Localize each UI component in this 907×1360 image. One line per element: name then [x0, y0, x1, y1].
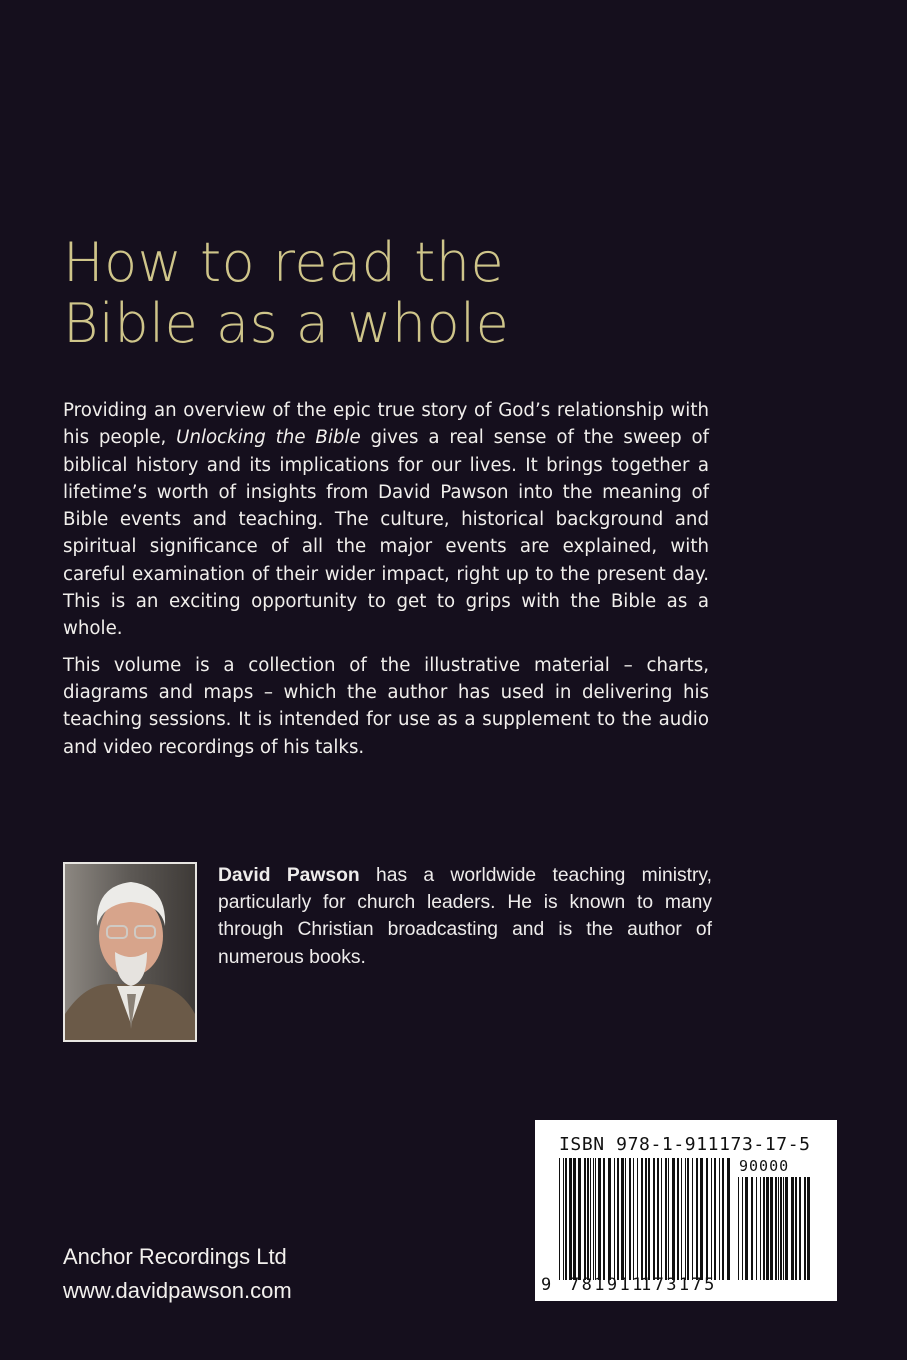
ean-bars	[559, 1158, 730, 1280]
barcode-bar	[687, 1158, 689, 1280]
barcode-bar	[745, 1177, 748, 1280]
barcode-bar	[727, 1158, 730, 1280]
barcode-bar	[696, 1158, 698, 1280]
barcode-bar	[565, 1158, 567, 1280]
author-photo	[63, 862, 197, 1042]
barcode-bar	[738, 1177, 739, 1280]
barcode-bar	[645, 1158, 647, 1280]
barcode-bar	[770, 1177, 773, 1280]
publisher-block	[63, 1240, 292, 1308]
isbn-label: ISBN 978-1-911173-17-5	[559, 1134, 811, 1155]
barcode-bar	[785, 1177, 788, 1280]
price-code: 90000	[739, 1157, 790, 1175]
barcode-bar	[780, 1177, 782, 1280]
publisher-name: Anchor Recordings Ltd	[63, 1244, 287, 1269]
barcode-bar	[804, 1177, 806, 1280]
barcode-bar	[657, 1158, 659, 1280]
barcode-bar	[791, 1177, 794, 1280]
barcode-bar	[766, 1177, 769, 1280]
barcode-bar	[672, 1158, 675, 1280]
barcode-bar	[692, 1158, 693, 1280]
ean-left-group: 781911	[569, 1275, 645, 1295]
barcode-bar	[595, 1158, 596, 1280]
blurb	[63, 397, 709, 770]
headline-line-2: Bible as a whole	[63, 292, 510, 355]
barcode-bar	[807, 1177, 810, 1280]
barcode-bar	[665, 1158, 667, 1280]
barcode-bar	[653, 1158, 655, 1280]
barcode-bar	[629, 1158, 631, 1280]
barcode-bar	[685, 1158, 686, 1280]
barcode-bar	[714, 1158, 716, 1280]
barcode-bar	[559, 1158, 560, 1280]
barcode-bar	[700, 1158, 703, 1280]
addon-bars	[738, 1177, 810, 1280]
ean-right-group: 173175	[641, 1275, 717, 1295]
barcode-bar	[711, 1158, 712, 1280]
barcode-bar	[778, 1177, 779, 1280]
barcode-bar	[584, 1158, 586, 1280]
barcode-bar	[681, 1158, 682, 1280]
barcode-bar	[617, 1158, 619, 1280]
barcode-bar	[668, 1158, 669, 1280]
author-name: David Pawson	[218, 865, 360, 886]
barcode-bar	[760, 1177, 761, 1280]
headline-line-1: How to read the	[63, 231, 505, 294]
barcode-bar	[677, 1158, 679, 1280]
barcode-bar	[598, 1158, 601, 1280]
author-portrait-image	[65, 864, 195, 1040]
isbn-barcode	[535, 1120, 837, 1301]
author-bio	[218, 862, 712, 971]
ean-first-digit: 9	[541, 1275, 552, 1295]
blurb-p1-start: Providing an overview of the epic true story of God’s relationship with his people,	[63, 400, 709, 449]
barcode-bar	[637, 1158, 638, 1280]
barcode-bar	[783, 1177, 784, 1280]
barcode-bar	[625, 1158, 626, 1280]
blurb-paragraph-1	[63, 397, 709, 643]
barcode-bar	[775, 1177, 777, 1280]
blurb-p1-end: gives a real sense of the sweep of biblical history and its implications for our lives. It brings together a lifetime’s worth of insights from David Pawson into the meaning of Bible events and teaching. The culture, historical background and spiritual significance of all the major events are explained, with careful examination of their wider impact, right up to the present day. This is an exciting opportunity to get to grips with the Bible as a whole.	[63, 427, 709, 640]
barcode-bar	[706, 1158, 708, 1280]
barcode-bar	[795, 1177, 797, 1280]
author-bio-text: has a worldwide teaching ministry, particularly for church leaders. He is known to many through Christian broadcasting and is the author of numerous books.	[218, 865, 712, 968]
barcode-bar	[587, 1158, 589, 1280]
book-title: Unlocking the Bible	[176, 427, 361, 449]
barcode-bar	[742, 1177, 743, 1280]
barcode-bar	[590, 1158, 591, 1280]
headline	[63, 232, 663, 354]
barcode-bar	[578, 1158, 581, 1280]
barcode-bar	[751, 1177, 753, 1280]
barcode-bar	[661, 1158, 662, 1280]
barcode-bar	[756, 1177, 757, 1280]
barcode-bar	[563, 1158, 564, 1280]
barcode-bar	[603, 1158, 605, 1280]
barcode-bar	[641, 1158, 643, 1280]
barcode-bar	[593, 1158, 594, 1280]
barcode-bar	[569, 1158, 572, 1280]
barcode-bar	[722, 1158, 724, 1280]
barcode-bar	[608, 1158, 611, 1280]
barcode-bar	[633, 1158, 634, 1280]
barcode-bar	[648, 1158, 650, 1280]
ean-digits	[535, 1275, 837, 1297]
publisher-website: www.davidpawson.com	[63, 1278, 292, 1303]
barcode-bars	[535, 1120, 837, 1301]
barcode-bar	[614, 1158, 615, 1280]
barcode-bar	[763, 1177, 765, 1280]
barcode-bar	[621, 1158, 624, 1280]
barcode-bar	[719, 1158, 720, 1280]
barcode-bar	[573, 1158, 576, 1280]
blurb-paragraph-2: This volume is a collection of the illustrative material – charts, diagrams and maps – which the author has used in delivering his teaching sessions. It is intended for use as a supplement to the audio and video recordings of his talks.	[63, 654, 709, 758]
barcode-bar	[799, 1177, 801, 1280]
